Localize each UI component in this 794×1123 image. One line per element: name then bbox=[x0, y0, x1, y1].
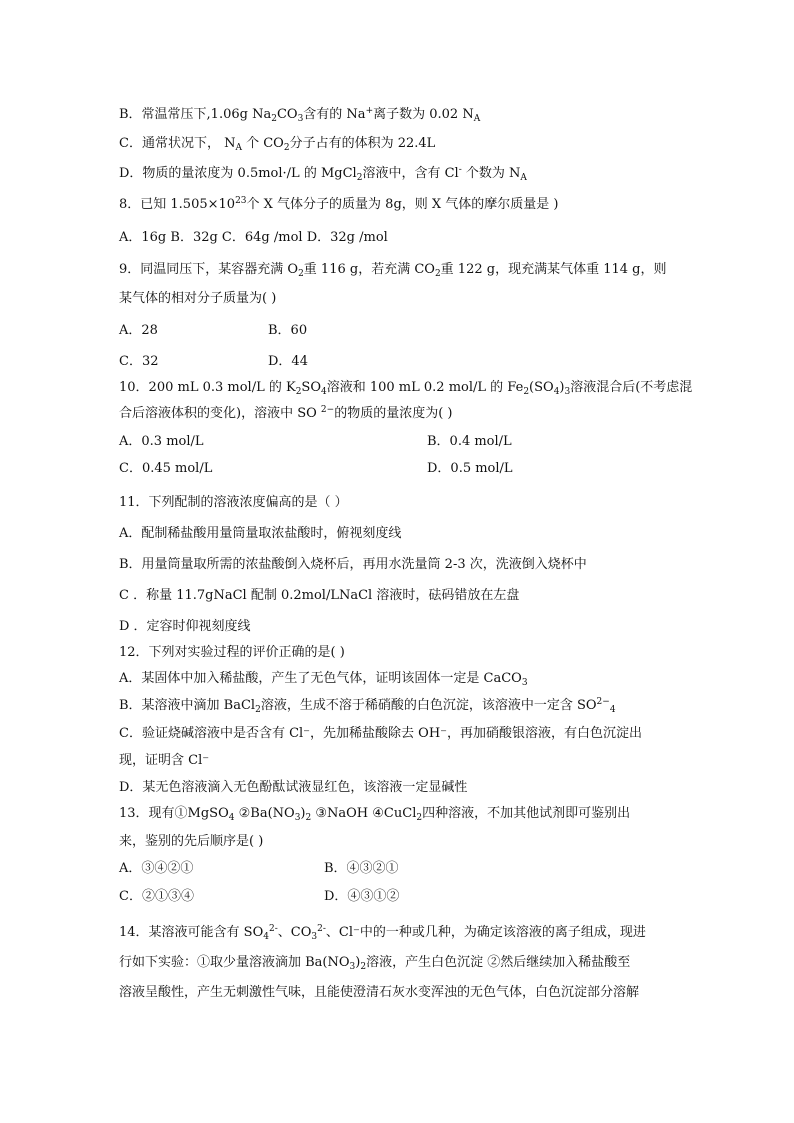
q13-stem: 13．现有①MgSO$_4$ $②Ba(NO_3)_2$ ③NaOH ④CuCl$_2$四种溶液，不加其他试剂即可鉴别出 bbox=[119, 806, 631, 823]
q9-option-b: B．60 bbox=[268, 323, 308, 338]
q10-option-a: A．0.3 mol/L bbox=[119, 434, 204, 449]
q12-option-c-line2: 现，证明含 Cl⁻ bbox=[119, 753, 210, 768]
q13-option-a: A．③④②① bbox=[119, 861, 194, 876]
q13-stem-line2: 来，鉴别的先后顺序是( ) bbox=[119, 834, 264, 849]
q8-stem: 8．已知 $1.505\times 10^{23}$个 X 气体分子的质量为 8g，则 X 气体的摩尔质量是 ) bbox=[119, 196, 559, 212]
q10-option-b: B．0.4 mol/L bbox=[427, 434, 512, 449]
q11-option-b: B．用量筒量取所需的浓盐酸倒入烧杯后，再用水洗量筒 2-3 次，洗液倒入烧杯中 bbox=[119, 557, 587, 572]
q12-option-d: D．某无色溶液滴入无色酚酞试液显红色，该溶液一定显碱性 bbox=[119, 780, 468, 795]
q8-options: A．16g B．32g C．64g /mol D．32g /mol bbox=[119, 230, 388, 245]
q13-option-c: C．②①③④ bbox=[119, 889, 194, 904]
q11-option-d: D ．定容时仰视刻度线 bbox=[119, 619, 251, 634]
q9-option-d: D．44 bbox=[268, 354, 308, 369]
q10-option-d: D．0.5 mol/L bbox=[427, 461, 513, 476]
q7-option-d: D．物质的量浓度为 0.5mol·/L 的 MgCl$_2$溶液中，含有 Cl- 个数为 $N_A$ bbox=[119, 165, 527, 183]
q13-option-d: D．④③①② bbox=[324, 889, 400, 904]
q9-stem-line2: 某气体的相对分子质量为( ) bbox=[119, 291, 277, 306]
q14-stem-line3: 溶液呈酸性，产生无刺激性气味，且能使澄清石灰水变浑浊的无色气体，白色沉淀部分溶解 bbox=[119, 985, 640, 1000]
q9-option-a: A．28 bbox=[119, 323, 158, 338]
q12-option-a: A．某固体中加入稀盐酸，产生了无色气体，证明该固体一定是 CaCO$_3$ bbox=[119, 671, 528, 688]
q7-option-b: B．常温常压下,1.06g $Na_2CO_3$含有的 Na+离子数为 0.02 $N_A$ bbox=[119, 106, 481, 124]
q11-option-c: C ．称量 11.7gNaCl 配制 0.2mol/LNaCl 溶液时，砝码错放在左盘 bbox=[119, 588, 520, 603]
q14-stem-line1: 14．某溶液可能含有 $SO_4^{2-}$、$CO_3^{2-}$、Cl⁻中的一种或几种，为确定该溶液的离子组成，现进 bbox=[119, 924, 646, 942]
q7-option-c: C．通常状况下， $N_A$ 个 $CO_2$分子占有的体积为 22.4L bbox=[119, 136, 436, 153]
q12-option-b: B．某溶液中滴加 BaCl$_2$溶液，生成不溶于稀硝酸的白色沉淀，该溶液中一定含 $SO^{2-}_4$ bbox=[119, 697, 616, 715]
q10-option-c: C．0.45 mol/L bbox=[119, 461, 213, 476]
q12-option-c-line1: C．验证烧碱溶液中是否含有 Cl⁻，先加稀盐酸除去 OH⁻，再加硝酸银溶液，有白色沉淀出 bbox=[119, 726, 643, 741]
q10-stem: 10．200 mL 0.3 mol/L 的 $K_2SO_4$溶液和 100 mL 0.2 mol/L 的 $Fe_2(SO_4)_3$溶液混合后(不考虑混 bbox=[119, 380, 693, 397]
q9-option-c: C．32 bbox=[119, 354, 159, 369]
q13-option-b: B．④③②① bbox=[324, 861, 399, 876]
q12-stem: 12．下列对实验过程的评价正确的是( ) bbox=[119, 645, 345, 660]
q9-stem: 9．同温同压下，某容器充满 $O_2$重 116 g，若充满 $CO_2$重 122 g，现充满某气体重 114 g，则 bbox=[119, 262, 667, 279]
q14-stem-line2: 行如下实验：①取少量溶液滴加 $Ba(NO_3)_2$溶液，产生白色沉淀 ②然后继续加入稀盐酸至 bbox=[119, 955, 631, 972]
q10-stem-line2: 合后溶液体积的变化)，溶液中 SO $^{2-}$的物质的量浓度为( ) bbox=[119, 405, 453, 421]
q11-option-a: A．配制稀盐酸用量筒量取浓盐酸时，俯视刻度线 bbox=[119, 526, 402, 541]
q11-stem: 11．下列配制的溶液浓度偏高的是（ ） bbox=[119, 495, 348, 510]
